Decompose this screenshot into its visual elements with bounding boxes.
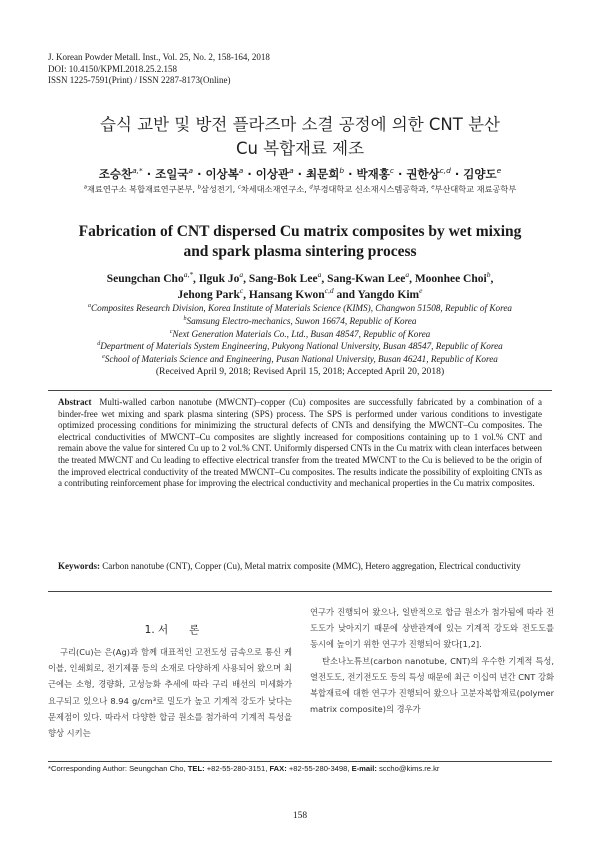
affiliation: Samsung Electro-mechanics, Suwon 16674, Republic of Korea bbox=[186, 315, 417, 326]
superscript-marker: c,d bbox=[439, 166, 451, 176]
keywords-text: Carbon nanotube (CNT), Copper (Cu), Metal matrix composite (MMC), Hetero aggregation, Electrical conductivity bbox=[102, 561, 521, 571]
affiliation: 삼성전기, bbox=[201, 184, 238, 194]
superscript-marker: b bbox=[197, 184, 202, 191]
superscript-marker: d bbox=[309, 184, 313, 191]
superscript-marker: a,* bbox=[183, 270, 194, 280]
affiliation-line bbox=[40, 340, 560, 353]
footnote-author: Seungchan Cho, bbox=[129, 764, 188, 773]
body-paragraph: 구리(Cu)는 은(Ag)과 함께 대표적인 고전도성 금속으로 통신 케이블, 인쇄회로, 전기제품 등의 소재로 다양하게 사용되어 왔으며 최근에는 소형, 경량화, 고성능화 추세에 따라 구리 배선의 미세화가 요구되고 있으나 8.94 g/cm³로 밀도가 높고 기계적 강도가 낮다는 문제점이 있다. 따라서 다양한 합금 원소를 첨가하여 기계적 특성을 향상 시키는 bbox=[48, 647, 292, 739]
body-right-column bbox=[310, 604, 554, 717]
author-name: 이상관 bbox=[255, 167, 290, 181]
english-title bbox=[40, 222, 560, 262]
affiliation: Next Generation Materials Co., Ltd., Busan 48547, Republic of Korea bbox=[172, 328, 431, 339]
korean-affiliations bbox=[40, 184, 560, 195]
author-name: , Ilguk Jo bbox=[193, 273, 240, 285]
affiliation-line bbox=[40, 302, 560, 315]
author-name: Seungchan Cho bbox=[106, 273, 184, 285]
superscript-marker: c,d bbox=[324, 286, 334, 296]
affiliation: 부경대학교 신소재시스템공학과, bbox=[312, 184, 432, 194]
author-separator: · bbox=[393, 167, 407, 181]
author-name: 김양도 bbox=[463, 167, 497, 181]
abstract-box bbox=[48, 390, 552, 592]
superscript-marker: c bbox=[169, 328, 173, 335]
superscript-marker: d bbox=[97, 341, 101, 348]
superscript-marker: b bbox=[339, 166, 345, 176]
fax-label: FAX: bbox=[269, 764, 287, 773]
superscript-marker: e bbox=[102, 354, 105, 361]
issn: ISSN 1225-7591(Print) / ISSN 2287-8173(Online) bbox=[48, 75, 231, 85]
superscript-marker: e bbox=[419, 286, 423, 296]
superscript-marker: c bbox=[237, 184, 241, 191]
journal-header bbox=[48, 52, 270, 87]
author-name: , Hansang Kwon bbox=[243, 289, 325, 301]
superscript-marker: a bbox=[289, 166, 294, 176]
author-name: , Moonhee Choi bbox=[409, 273, 487, 285]
page-number: 158 bbox=[292, 811, 308, 821]
author-name: and Yangdo Kim bbox=[333, 289, 420, 301]
english-affiliations bbox=[40, 302, 560, 366]
author-separator: · bbox=[243, 167, 256, 181]
author-name: Jehong Park bbox=[177, 289, 240, 301]
superscript-marker: a bbox=[317, 270, 322, 280]
author-name: , bbox=[490, 273, 494, 285]
fax-value: +82-55-280-3498, bbox=[286, 764, 352, 773]
keywords bbox=[58, 561, 542, 573]
author-name: 권한상 bbox=[406, 167, 440, 181]
superscript-marker: a bbox=[87, 302, 91, 309]
superscript-marker: a bbox=[405, 270, 410, 280]
abstract bbox=[58, 397, 542, 490]
superscript-marker: a bbox=[83, 184, 88, 191]
superscript-marker: c bbox=[389, 166, 394, 176]
affiliation-line bbox=[40, 315, 560, 328]
author-name: 최문희 bbox=[306, 167, 340, 181]
journal-citation: J. Korean Powder Metall. Inst., Vol. 25, No. 2, 158-164, 2018 bbox=[48, 52, 270, 62]
body-left-column bbox=[48, 644, 292, 741]
author-separator: · bbox=[142, 167, 156, 181]
author-name: 박재홍 bbox=[356, 167, 390, 181]
superscript-marker: b bbox=[486, 270, 491, 280]
english-authors-line1 bbox=[40, 271, 560, 287]
corresponding-author-footnote bbox=[48, 764, 439, 773]
author-separator: · bbox=[344, 167, 357, 181]
affiliation: 재료연구소 복합재료연구본부, bbox=[87, 184, 198, 194]
affiliation: 부산대학교 재료공학부 bbox=[434, 184, 517, 194]
affiliation: School of Materials Science and Engineering, Pusan National University, Busan 46241, Republic of Korea bbox=[104, 354, 498, 365]
korean-authors bbox=[40, 166, 560, 182]
author-separator: · bbox=[193, 167, 206, 181]
superscript-marker: a bbox=[188, 166, 194, 176]
korean-title-line1: 습식 교반 및 방전 플라즈마 소결 공정에 의한 CNT 분산 bbox=[100, 115, 500, 134]
abstract-label: Abstract bbox=[58, 397, 92, 407]
tel-label: TEL: bbox=[187, 764, 205, 773]
korean-title-line2: Cu 복합재료 제조 bbox=[235, 139, 365, 158]
affiliation: 차세대소재연구소, bbox=[240, 184, 310, 194]
author-name: , Sang-Kwan Lee bbox=[321, 273, 406, 285]
email-label: E-mail: bbox=[351, 764, 377, 773]
abstract-text: Multi-walled carbon nanotube (MWCNT)–copper (Cu) composites are successfully fabricated by a combination of a binder-free wet mixing and spark plasma sintering (SPS) process. The SPS is performed under various conditions to investigate optimized processing conditions for minimizing the structural defects of CNTs and densifying the MWCNT–Cu composites. The electrical conductivities of MWCNT–Cu composites are slightly increased for compositions containing up to 1 vol.% CNT and remain above the value for sintered Cu up to 2 vol.% CNT. Uniformly dispersed CNTs in the Cu matrix with clean interfaces between the treated MWCNT and Cu leading to effective electrical transfer from the treated MWCNT to the Cu is believed to be the origin of the improved electrical conductivity of the treated MWCNT–Cu composites. The results indicate the possibility of exploiting CNTs as a contributing reinforcement phase for improving the electrical conductivity and mechanical properties in the Cu matrix composites. bbox=[58, 397, 542, 489]
superscript-marker: e bbox=[431, 184, 435, 191]
english-title-line2: and spark plasma sintering process bbox=[183, 243, 417, 260]
author-separator: · bbox=[450, 167, 464, 181]
english-authors-line2 bbox=[40, 287, 560, 303]
affiliation: Department of Materials System Engineering, Pukyong National University, Busan 48547, Republic of Korea bbox=[100, 341, 503, 352]
superscript-marker: a bbox=[238, 166, 244, 176]
affiliation-line bbox=[40, 353, 560, 366]
footnote-divider bbox=[48, 761, 552, 762]
body-paragraph: 탄소나노튜브(carbon nanotube, CNT)의 우수한 기계적 특성, 열전도도, 전기전도도 등의 특성 때문에 최근 이십여 년간 CNT 강화 복합재료에 대한 연구가 진행되어 왔으나 고분자복합재료(polymer matrix composite)의 경우가 bbox=[310, 655, 554, 715]
affiliation-line bbox=[40, 328, 560, 341]
tel-value: +82-55-280-3151, bbox=[204, 764, 270, 773]
received-dates: (Received April 9, 2018; Revised April 15, 2018; Accepted April 20, 2018) bbox=[155, 366, 445, 377]
author-name: 조일국 bbox=[155, 167, 189, 181]
affiliation: Composites Research Division, Korea Institute of Materials Science (KIMS), Changwon 51508, Republic of Korea bbox=[90, 303, 513, 313]
body-paragraph: 연구가 진행되어 왔으나, 일반적으로 합금 원소가 첨가됨에 따라 전도도가 낮아지기 때문에 상반관계에 있는 기계적 강도와 전도도를 동시에 높이기 위한 연구가 진행되어 왔다[1,2]. bbox=[310, 607, 554, 650]
section-heading-introduction: 1. 서 론 bbox=[144, 624, 200, 636]
english-title-line1: Fabrication of CNT dispersed Cu matrix composites by wet mixing bbox=[78, 223, 522, 240]
superscript-marker: e bbox=[496, 166, 502, 176]
korean-title bbox=[40, 113, 560, 161]
english-authors bbox=[40, 271, 560, 303]
author-name: 이상복 bbox=[205, 167, 239, 181]
superscript-marker: a,* bbox=[132, 166, 143, 176]
doi[interactable]: DOI: 10.4150/KPMI.2018.25.2.158 bbox=[48, 63, 178, 74]
footnote-label: *Corresponding Author: bbox=[48, 764, 130, 773]
keywords-label: Keywords: bbox=[58, 561, 100, 571]
superscript-marker: c bbox=[239, 286, 244, 296]
superscript-marker: b bbox=[183, 315, 187, 322]
author-separator: · bbox=[293, 167, 307, 181]
author-name: , Sang-Bok Lee bbox=[243, 273, 318, 285]
superscript-marker: a bbox=[239, 270, 244, 280]
author-name: 조승찬 bbox=[98, 167, 133, 181]
email-link[interactable]: sccho@kims.re.kr bbox=[376, 764, 440, 773]
